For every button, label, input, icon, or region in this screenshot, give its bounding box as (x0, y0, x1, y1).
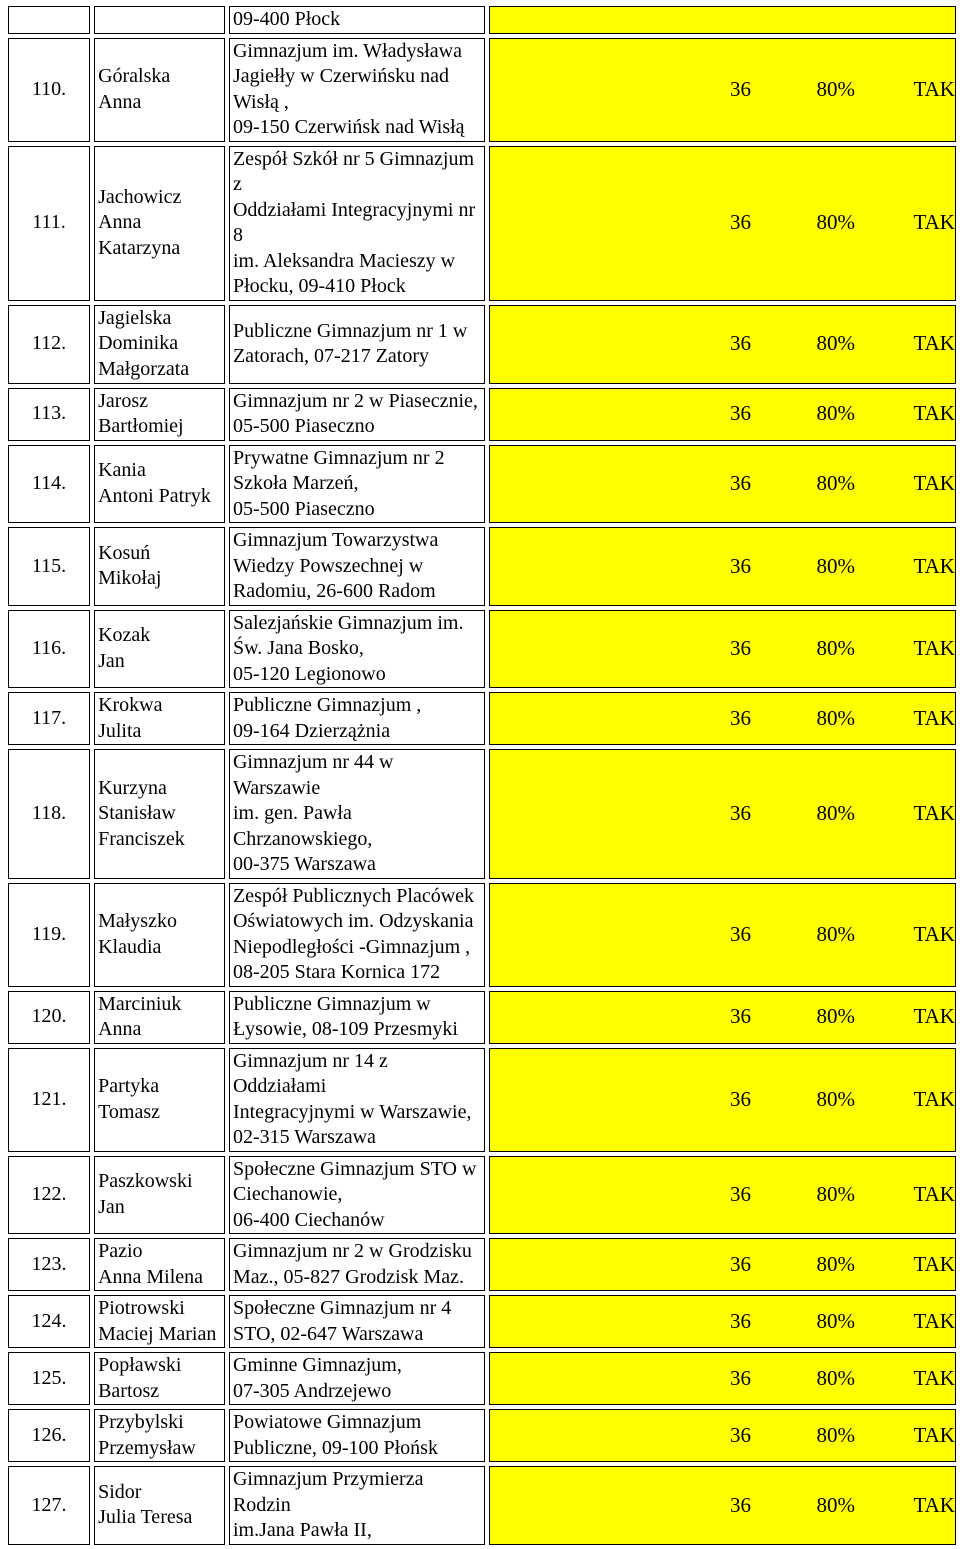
table-row (8, 1409, 956, 1462)
result-cell (489, 692, 956, 745)
result-values (490, 210, 955, 236)
qualified-value: TAK (913, 471, 955, 495)
points-value: 36 (729, 553, 751, 578)
student-name: Partyka Tomasz (94, 1048, 225, 1152)
school-name: Gimnazjum nr 2 w Grodzisku Maz., 05-827 Grodzisk Maz. (229, 1238, 485, 1291)
school-name: Publiczne Gimnazjum nr 1 w Zatorach, 07-217 Zatory (229, 305, 485, 384)
student-name: Jagielska Dominika Małgorzata (94, 305, 225, 384)
percent-value: 80% (816, 401, 855, 426)
result-cell (489, 38, 956, 142)
result-cell (489, 305, 956, 384)
points-value: 36 (729, 1422, 751, 1447)
row-number: 110. (8, 38, 90, 142)
qualified-value: TAK (913, 921, 955, 946)
qualified-value: TAK (913, 1251, 955, 1276)
row-number: 125. (8, 1352, 90, 1405)
school-name: Zespół Szkół nr 5 Gimnazjum z Oddziałami Integracyjnymi nr 8 im. Aleksandra Macieszy w Płocku, 09-410 Płock (229, 146, 485, 301)
points-value: 36 (729, 1492, 751, 1517)
points-value: 36 (729, 1308, 751, 1333)
table-row (8, 1048, 956, 1152)
qualified-value: TAK (913, 331, 955, 356)
row-number: 114. (8, 445, 90, 524)
student-name: Krokwa Julita (94, 692, 225, 745)
percent-value: 80% (816, 1308, 855, 1333)
student-name: Kosuń Mikołaj (94, 527, 225, 606)
result-cell (489, 883, 956, 987)
result-values (490, 1182, 955, 1208)
result-values (490, 922, 955, 948)
qualified-value: TAK (913, 76, 955, 101)
result-cell (489, 445, 956, 524)
percent-value: 80% (816, 801, 855, 825)
points-value: 36 (729, 1004, 751, 1029)
school-cell: 09-400 Płock (229, 6, 485, 34)
points-value: 36 (729, 921, 751, 946)
percent-value: 80% (816, 210, 855, 235)
school-name: Gimnazjum nr 14 z Oddziałami Integracyjnymi w Warszawie, 02-315 Warszawa (229, 1048, 485, 1152)
percent-value: 80% (816, 1251, 855, 1276)
points-value: 36 (729, 76, 751, 101)
row-number: 111. (8, 146, 90, 301)
table-row (8, 749, 956, 879)
student-name: Kurzyna Stanisław Franciszek (94, 749, 225, 879)
result-values (490, 401, 955, 427)
student-name: Przybylski Przemysław (94, 1409, 225, 1462)
points-value: 36 (729, 210, 751, 235)
qualified-value: TAK (913, 1182, 955, 1206)
result-values (490, 554, 955, 580)
results-table-body (8, 6, 956, 1545)
qualified-value: TAK (913, 1308, 955, 1333)
points-value: 36 (729, 1182, 751, 1206)
result-values (490, 471, 955, 497)
percent-value: 80% (816, 636, 855, 660)
qualified-value: TAK (913, 705, 955, 730)
table-row (8, 1352, 956, 1405)
row-number: 115. (8, 527, 90, 606)
table-row (8, 692, 956, 745)
points-value: 36 (729, 1086, 751, 1111)
row-number: 118. (8, 749, 90, 879)
qualified-value: TAK (913, 401, 955, 426)
table-row (8, 445, 956, 524)
row-number: 112. (8, 305, 90, 384)
result-cell (489, 1295, 956, 1348)
result-cell (489, 388, 956, 441)
school-name: Gimnazjum Towarzystwa Wiedzy Powszechnej w Radomiu, 26-600 Radom (229, 527, 485, 606)
row-number: 124. (8, 1295, 90, 1348)
qualified-value: TAK (913, 1422, 955, 1447)
row-number: 116. (8, 610, 90, 689)
percent-value: 80% (816, 331, 855, 356)
result-values (490, 331, 955, 357)
qualified-value: TAK (913, 553, 955, 578)
school-name: Gminne Gimnazjum, 07-305 Andrzejewo (229, 1352, 485, 1405)
row-number: 121. (8, 1048, 90, 1152)
row-number: 127. (8, 1466, 90, 1545)
percent-value: 80% (816, 1004, 855, 1029)
percent-value: 80% (816, 1086, 855, 1111)
student-name-cell-empty (94, 6, 225, 34)
result-cell (489, 1156, 956, 1235)
percent-value: 80% (816, 76, 855, 101)
row-number-cell-empty (8, 6, 90, 34)
points-value: 36 (729, 636, 751, 660)
result-values (490, 1493, 955, 1519)
points-value: 36 (729, 331, 751, 356)
percent-value: 80% (816, 921, 855, 946)
result-values (490, 1087, 955, 1113)
qualified-value: TAK (913, 636, 955, 660)
result-values (490, 1252, 955, 1278)
row-number: 126. (8, 1409, 90, 1462)
result-values (490, 636, 955, 662)
table-row (8, 1156, 956, 1235)
school-name: Gimnazjum Przymierza Rodzin im.Jana Pawła II, (229, 1466, 485, 1545)
result-values (490, 77, 955, 103)
result-cell-empty (489, 6, 956, 34)
table-row (8, 146, 956, 301)
row-number: 120. (8, 991, 90, 1044)
student-name: Jachowicz Anna Katarzyna (94, 146, 225, 301)
percent-value: 80% (816, 471, 855, 495)
table-row (8, 305, 956, 384)
school-name: Powiatowe Gimnazjum Publiczne, 09-100 Płońsk (229, 1409, 485, 1462)
result-cell (489, 610, 956, 689)
student-name: Jarosz Bartłomiej (94, 388, 225, 441)
student-name: Kania Antoni Patryk (94, 445, 225, 524)
percent-value: 80% (816, 705, 855, 730)
results-table (4, 2, 960, 1549)
school-name: Gimnazjum nr 44 w Warszawie im. gen. Pawła Chrzanowskiego, 00-375 Warszawa (229, 749, 485, 879)
result-values (490, 1004, 955, 1030)
percent-value: 80% (816, 1492, 855, 1517)
result-cell (489, 527, 956, 606)
table-row (8, 1295, 956, 1348)
result-values (490, 801, 955, 827)
row-number: 122. (8, 1156, 90, 1235)
result-cell (489, 1409, 956, 1462)
result-cell (489, 146, 956, 301)
result-cell (489, 749, 956, 879)
result-values (490, 1366, 955, 1392)
points-value: 36 (729, 1251, 751, 1276)
row-number: 123. (8, 1238, 90, 1291)
result-cell (489, 1238, 956, 1291)
points-value: 36 (729, 401, 751, 426)
student-name: Pazio Anna Milena (94, 1238, 225, 1291)
table-row (8, 38, 956, 142)
percent-value: 80% (816, 1182, 855, 1206)
result-values (490, 1309, 955, 1335)
row-number: 119. (8, 883, 90, 987)
result-cell (489, 1352, 956, 1405)
qualified-value: TAK (913, 801, 955, 825)
school-name: Społeczne Gimnazjum STO w Ciechanowie, 06-400 Ciechanów (229, 1156, 485, 1235)
school-name: Prywatne Gimnazjum nr 2 Szkoła Marzeń, 05-500 Piaseczno (229, 445, 485, 524)
student-name: Marciniuk Anna (94, 991, 225, 1044)
result-cell (489, 1466, 956, 1545)
table-row (8, 388, 956, 441)
table-row (8, 883, 956, 987)
percent-value: 80% (816, 553, 855, 578)
table-row (8, 610, 956, 689)
qualified-value: TAK (913, 210, 955, 235)
row-number: 117. (8, 692, 90, 745)
points-value: 36 (729, 705, 751, 730)
school-name: Gimnazjum im. Władysława Jagiełły w Czerwińsku nad Wisłą , 09-150 Czerwińsk nad Wisłą (229, 38, 485, 142)
school-name: Salezjańskie Gimnazjum im. Św. Jana Bosko, 05-120 Legionowo (229, 610, 485, 689)
table-row (8, 1466, 956, 1545)
qualified-value: TAK (913, 1086, 955, 1111)
points-value: 36 (729, 471, 751, 495)
student-name: Góralska Anna (94, 38, 225, 142)
qualified-value: TAK (913, 1492, 955, 1517)
result-values (490, 1423, 955, 1449)
row-number: 113. (8, 388, 90, 441)
table-row (8, 991, 956, 1044)
school-name: Publiczne Gimnazjum w Łysowie, 08-109 Przesmyki (229, 991, 485, 1044)
table-row (8, 527, 956, 606)
student-name: Sidor Julia Teresa (94, 1466, 225, 1545)
student-name: Popławski Bartosz (94, 1352, 225, 1405)
school-name: Społeczne Gimnazjum nr 4 STO, 02-647 Warszawa (229, 1295, 485, 1348)
student-name: Kozak Jan (94, 610, 225, 689)
student-name: Małyszko Klaudia (94, 883, 225, 987)
percent-value: 80% (816, 1422, 855, 1447)
table-row (8, 1238, 956, 1291)
qualified-value: TAK (913, 1365, 955, 1390)
result-cell (489, 1048, 956, 1152)
result-cell (489, 991, 956, 1044)
result-values (490, 706, 955, 732)
points-value: 36 (729, 801, 751, 825)
percent-value: 80% (816, 1365, 855, 1390)
school-name: Publiczne Gimnazjum , 09-164 Dzierzążnia (229, 692, 485, 745)
points-value: 36 (729, 1365, 751, 1390)
student-name: Piotrowski Maciej Marian (94, 1295, 225, 1348)
student-name: Paszkowski Jan (94, 1156, 225, 1235)
school-name: Gimnazjum nr 2 w Piasecznie, 05-500 Piaseczno (229, 388, 485, 441)
table-row-continuation (8, 6, 956, 34)
qualified-value: TAK (913, 1004, 955, 1029)
school-name: Zespół Publicznych Placówek Oświatowych im. Odzyskania Niepodległości -Gimnazjum , 08-205 Stara Kornica 172 (229, 883, 485, 987)
